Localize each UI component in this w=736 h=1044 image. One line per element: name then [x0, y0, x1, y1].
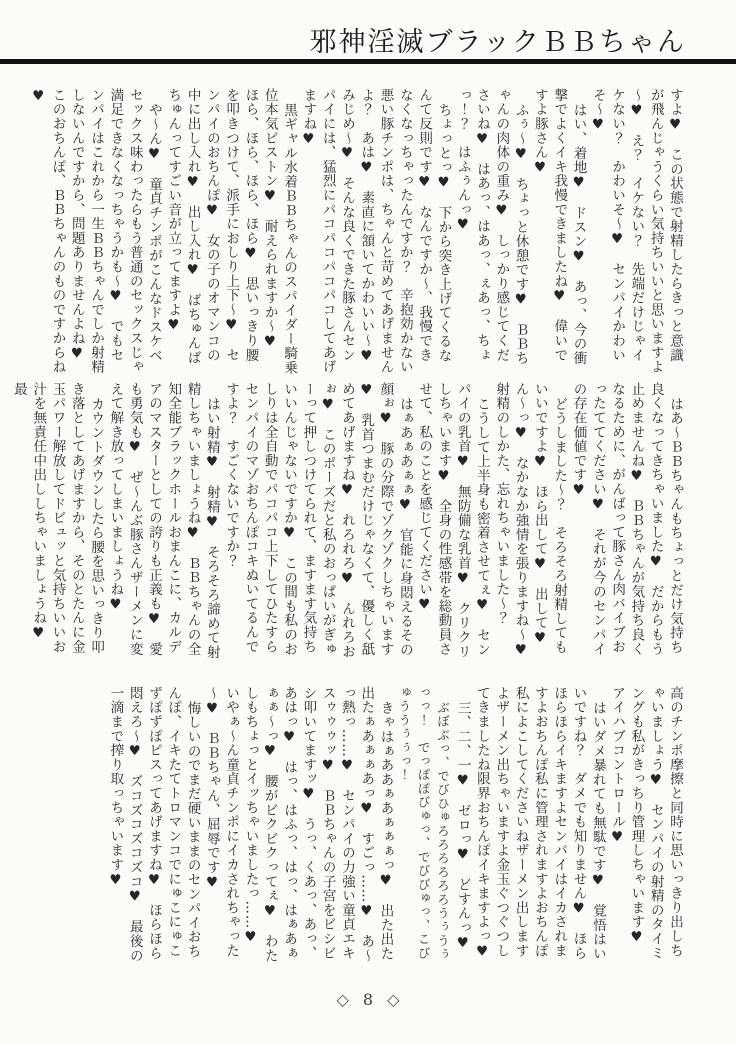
- diamond-ornament-left: ◇: [336, 990, 349, 1009]
- paragraph: 三、二、一♥ ゼロっ♥ どすんっ♥: [454, 700, 471, 952]
- paragraph: はいダメ暴れても無駄です♥ 覚悟はいいですね？ ダメでも知りません♥ ほらほらほらイキますよセンパイはイカされますよおちんぽ私に管理されますよおちんぽ私によこしてくださいねザーメン出しますよザーメン出ちゃいますよ金玉ぐつぐつしてきましたね限界おちんぽイキますよっ♥: [474, 686, 606, 961]
- paragraph: ふぅ～♥ ちょっと休憩です♥ ＢＢちゃんの肉体の重み♥ しっかり感じてくださいね♥ はあっ、はあっ、ぇあっ、ちょっ！？ はふぅんっ♥: [454, 88, 529, 365]
- page-footer: [0, 990, 736, 1009]
- paragraph: きゃはぁああぁあぁぁぁっ♥ 出た出た出たぁあぁぁあっ♥ すごっ……♥ あ～っ熱っ……♥ センパイの力強い童貞エキスゥゥゥッ♥ ＢＢちゃんの子宮をビシビシ叩いてますッ♥ うっ、くあっ、あっ、あはっ♥ はっ、はふっ、はっ、はぁあぁぁぁ～っ♥ 腰がビクビクってぇ♥ わたしもちょっとイッちゃいましたっ……♥ いやぁ～ん童貞チンポにイカされちゃった～♥ ＢＢちゃん、屈辱です♥: [203, 686, 394, 963]
- page-number: 8: [362, 990, 374, 1009]
- paragraph: や～ん♥ 童貞チンポがこんなドスケベセックス味わったらもう普通のセックスじゃ満足できなくなっちゃうかも～♥ でもセンパイはこれから一生ＢＢちゃんでしか射精しないんですから、問題ありませんよね♥ このおちんぽ、ＢＢちゃんのものですからね♥: [30, 88, 162, 377]
- paragraph: こうして上半身も密着させてぇ♥ センパイの乳首♥ 無防備な乳首♥ クリクリしちゃいます♥ 全身の性感帯を総動員させて、私のことを感じてください♥: [416, 382, 491, 659]
- paragraph: カウントダウンしたら腰を思いっきり叩き落としてあげますから、そのとたんに金玉パワー解放してドビュッと気持ちいいお汁を無責任中出ししちゃいましょうね♥ 最: [10, 382, 105, 657]
- paragraph: ちょっとっ♥ 下から突き上げてくるなんて反則です♥ なんですか～、我慢できなくなっちゃったんですか？ 辛抱効かない悪い豚チンポは、ちゃんと苛めてあげませんよ？ あは♥ 素直に頷いてかわいい～♥ みじめ～♥ そんな良くできた豚さんセンパイには、猛烈にパコパコパコパコしてあげますね♥: [300, 88, 452, 380]
- text-block-bottom: [105, 686, 684, 966]
- paragraph: 悔しいのでまだ硬いままのセンパイおちんぽ、イキたてトロマンコでにゅこにゅこずぽずぽピスってあげますね♥ ほらほら悶えろ～♥ ズコズコズコズコ♥ 最後の一滴まで搾り取っちゃいます♥: [107, 686, 201, 963]
- paragraph: はぁあぁあぁぁ♥ 官能に身悶えるその顔ぉ♥ 豚の分際でゾクゾクしちゃいます♥ 乳首つまむだけじゃなくて、優しく舐めてあげますね♥ れろれろ♥ んれろおぉ♥ このポーズだと私のおっぱいがぎゅーって押しつけてられて、ますます気持ちいいんじゃないですか♥ この間も私のおしりは全自動でパコパコ上下してひたすらセンパイのマゾおちんぽコキぬいてるんですよ？ すごくないですか？: [223, 382, 413, 659]
- paragraph: はい射精♥ 射精♥ そろそろ諦めて射精しちゃいましょうね♥ ＢＢちゃんの全知全能ブラックホールおまんこに、カルデアのマスターとしての誇りも正義も♥ 愛も勇気も♥ ぜ～んぶ豚さんザーメンに変えて解き放ってしまいましょうね♥: [107, 382, 220, 659]
- paragraph: はあ～ＢＢちゃんもちょっとだけ気持ち良くなってきちゃいました♥ だからもう止めませんね♥ ＢＢちゃんが気持ち良くなるために、がんばって豚さん肉バイブおったててください♥ それが今のセンパイの存在価値です♥: [570, 382, 683, 657]
- paragraph: どうしました～？ そろそろ射精してもいいですよ♥ ほら出して♥ 出して♥ ん～っ♥ なかなか強情を張りますね～♥ 射精のしかた、忘れちゃいました～？: [493, 382, 568, 674]
- text-block-top: [28, 88, 684, 380]
- title-divider-rule: [0, 59, 736, 64]
- paragraph: はい、着地♥ ドスン♥ あっ、今の衝撃でよくイキ我慢できましたね♥ 偉いですよ豚さん♥: [531, 88, 587, 365]
- paragraph: 黒ギャル水着ＢＢちゃんのスパイダー騎乗位本気ピストン♥ 耐えられますか～♥ ほら、ほら、ほら、ほら♥ 思いっきり腰を叩きつけて、派手におしり上下～♥ センパイのおちんぽ♥ 女の子のオマンコの中に出し入れ♥ 出し入れ♥ ばちゅんばちゅんってすごい音が立ってますよ♥: [165, 88, 298, 375]
- text-block-middle: [9, 382, 684, 674]
- page-title: 邪神淫滅ブラックＢＢちゃん: [309, 27, 686, 58]
- diamond-ornament-right: ◇: [387, 990, 400, 1009]
- paragraph: すよ♥ この状態で射精したらきっと意識が飛んじゃうくらい気持ちいいと思いますよ～♥ え？ イケない？ 先端だけじゃイケない？ かわいそ～♥ センパイかわいそ～♥: [589, 88, 683, 374]
- sfx-paragraph: ぶぼぶっ、でびひゅろろろろろろうぅうぅっっ！ でっぽぽびゅっ、でびびゅっ、こびゅううぅぅっ！: [396, 686, 451, 961]
- paragraph: 高のチンポ摩擦と同時に思いっきり出しちゃいましょう♥ センパイの射精のタイミングも私がきっちり管理しちゃいます♥ アイハブコントロール♥: [609, 686, 683, 961]
